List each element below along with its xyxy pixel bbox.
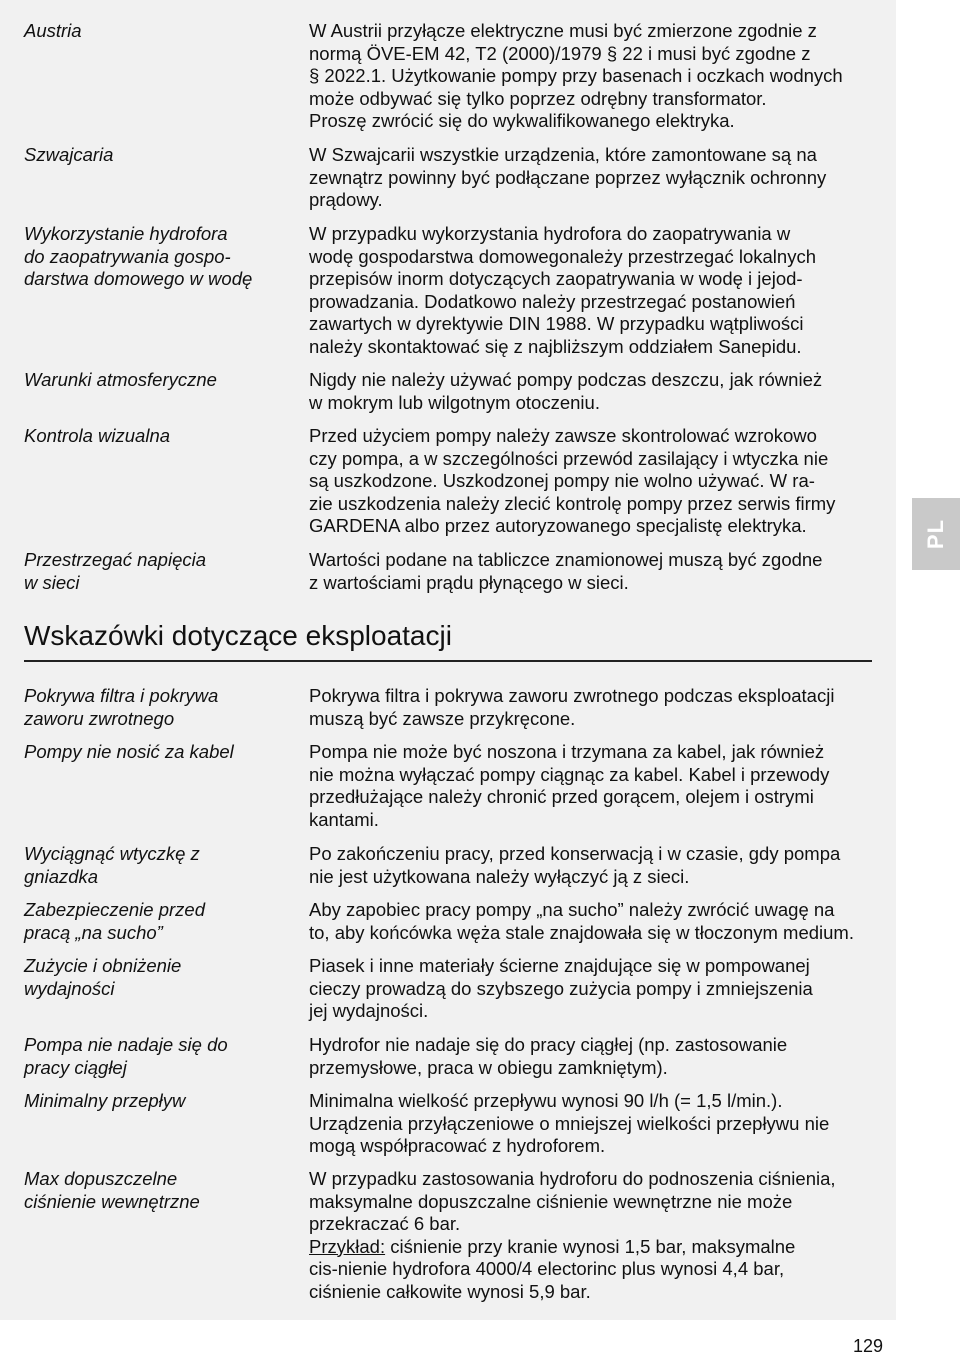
section-label: Minimalny przepływ <box>24 1090 186 1111</box>
example-text: ciśnienie przy kranie wynosi 1,5 bar, maksymalne cis-nienie hydrofora 4000/4 electorinc plus wynosi 4,4 bar, ciśnienie całkowite wynosi 5,9 bar. <box>309 1235 796 1302</box>
section-label: Warunki atmosferyczne <box>24 369 217 390</box>
section-label: Pokrywa filtra i pokrywa zaworu zwrotnego <box>24 685 219 729</box>
section-text: Przed użyciem pompy należy zawsze skontrolować wzrokowo czy pompa, a w szczególności przewód zasilający i wtyczka nie są uszkodzone. Uszkodzonej pompy nie wolno używać. W ra- zie uszkodzenia należy zlecić kontrolę pompy przez serwis firmy GARDENA albo przez autoryzowanego specjalistę elektryka. <box>309 425 836 536</box>
section-label: Kontrola wizualna <box>24 425 171 446</box>
section-heading: Wskazówki dotyczące eksploatacji <box>24 620 452 651</box>
heading-divider <box>24 660 872 662</box>
section-label: Austria <box>24 20 82 41</box>
section-text-body: W przypadku zastosowania hydroforu do podnoszenia ciśnienia, maksymalne dopuszczalne ciśnienie wewnętrzne nie może przekraczać 6 bar. <box>309 1168 836 1234</box>
section-label: Szwajcaria <box>24 144 114 165</box>
section-label: Wykorzystanie hydrofora do zaopatrywania gospo- darstwa domowego w wodę <box>24 223 253 289</box>
section-label: Zużycie i obniżenie wydajności <box>24 955 182 999</box>
section-text: W Szwajcarii wszystkie urządzenia, które zamontowane są na zewnątrz powinny być podłączane poprzez wyłącznik ochronny prądowy. <box>309 144 827 210</box>
section-label: Wyciągnąć wtyczkę z gniazdka <box>24 843 200 887</box>
section-label: Zabezpieczenie przed pracą „na sucho” <box>24 899 205 943</box>
section-text <box>309 1168 884 1303</box>
language-tab <box>912 498 960 570</box>
page-number: 129 <box>853 1336 884 1356</box>
section-text: Nigdy nie należy używać pompy podczas deszczu, jak również w mokrym lub wilgotnym otoczeniu. <box>309 369 823 413</box>
example-label: Przykład: <box>309 1235 386 1257</box>
section-text: Aby zapobiec pracy pompy „na sucho” należy zwrócić uwagę na to, aby końcówka węża stale znajdowała się w tłoczonym medium. <box>309 899 854 943</box>
section-text: Wartości podane na tabliczce znamionowej muszą być zgodne z wartościami prądu płynącego w sieci. <box>309 549 823 593</box>
section-text: W Austrii przyłącze elektryczne musi być zmierzone zgodnie z normą ÖVE-EM 42, T2 (2000)/1979 § 22 i musi być zgodne z § 2022.1. Użytkowanie pompy przy basenach i oczkach wodnych może odbywać się tylko poprzez odrębny transformator. Proszę zwrócić się do wykwalifikowanego elektryka. <box>309 20 843 131</box>
section-text: Piasek i inne materiały ścierne znajdujące się w pompowanej cieczy prowadzą do szybszego zużycia pompy i zmniejszenia jej wydajności. <box>309 955 813 1021</box>
section-text: Hydrofor nie nadaje się do pracy ciągłej (np. zastosowanie przemysłowe, praca w obiegu zamkniętym). <box>309 1034 788 1078</box>
section-text: Pompa nie może być noszona i trzymana za kabel, jak również nie można wyłączać pompy ciągnąc za kabel. Kabel i przewody przedłużające należy chronić przed gorącem, olejem i ostrymi kantami. <box>309 741 830 830</box>
section-text: Minimalna wielkość przepływu wynosi 90 l/h (= 1,5 l/min.). Urządzenia przyłączeniowe o mniejszej wielkości przepływu nie mogą współpracować z hydroforem. <box>309 1090 830 1156</box>
section-label: Max dopuszczelne ciśnienie wewnętrzne <box>24 1168 200 1212</box>
section-text: Po zakończeniu pracy, przed konserwacją i w czasie, gdy pompa nie jest użytkowana należy wyłączyć ją z sieci. <box>309 843 841 887</box>
section-label: Pompa nie nadaje się do pracy ciągłej <box>24 1034 228 1078</box>
section-text: W przypadku wykorzystania hydrofora do zaopatrywania w wodę gospodarstwa domowegonależy przestrzegać lokalnych przepisów inorm dotyczących zaopatrywania w wodę i jejod- prowadzania. Dodatkowo należy przestrzegać postanowień zawartych w dyrektywie DIN 1988. W przypadku wątpliwości należy skontaktować się z najbliższym oddziałem Sanepidu. <box>309 223 816 357</box>
section-label: Przestrzegać napięcia w sieci <box>24 549 207 593</box>
section-text: Pokrywa filtra i pokrywa zaworu zwrotnego podczas eksploatacji muszą być zawsze przykręcone. <box>309 685 835 729</box>
section-label: Pompy nie nosić za kabel <box>24 741 234 762</box>
language-tab-label: PL <box>923 518 948 550</box>
